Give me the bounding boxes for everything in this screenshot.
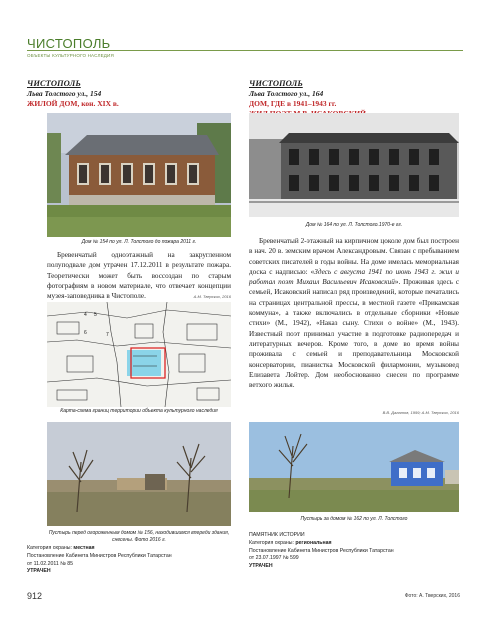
category-value: местная: [73, 545, 95, 551]
section-subtitle: ОБЪЕКТЫ КУЛЬТУРНОГО НАСЛЕДИЯ: [27, 53, 114, 58]
right-entry-description: [249, 236, 459, 390]
wooden-house-caption: Дом № 154 по ул. Л. Толстого до пожара 2011 г.: [81, 239, 197, 245]
monument-type: ПАМЯТНИК ИСТОРИИ: [249, 532, 305, 538]
map-label: 7: [106, 332, 109, 338]
category-value: региональная: [295, 539, 332, 546]
photo-credit: Фото: А. Тверских, 2016: [404, 593, 460, 599]
map-label: 4: [84, 312, 87, 318]
left-entry-description: Бревенчатый одноэтажный на закругленном полуподвале дом утрачен 17.12.2011 в результате пожара. Теоретически может быть воссоздан по старым фотографиям в новом материале, что отвечает концепции музея-заповедника в Чистополе.: [47, 251, 231, 301]
category-label: Категория охраны:: [249, 539, 294, 546]
wooden-house-photo: [47, 113, 231, 237]
category-label: Категория охраны:: [27, 545, 72, 551]
left-entry-city: ЧИСТОПОЛЬ: [27, 78, 81, 88]
historic-house-photo: [249, 113, 459, 217]
left-entry-name: ЖИЛОЙ ДОМ, кон. XIX в.: [27, 99, 119, 108]
decree-date: от 23.07.1997 № 599: [249, 555, 299, 562]
status-lost: УТРАЧЕН: [27, 568, 51, 575]
map-caption: Карта-схема границ территории объекта культурного наследия: [60, 408, 218, 414]
site-boundary-map: [47, 302, 231, 407]
left-entry-protection-info: [27, 545, 231, 576]
map-label: 5: [94, 312, 97, 318]
right-entry-name-line1: ДОМ, ГДЕ в 1941–1943 гг.: [249, 99, 337, 108]
section-title: ЧИСТОПОЛЬ: [27, 36, 111, 51]
header-divider: [27, 50, 463, 51]
memorial-plaque-text: Здесь с августа 1941 по июнь 1943 г. жил и работал поэт Михаил Васильевич Исаковский: [249, 267, 459, 287]
empty-lot-caption-right: Пустырь за домом № 162 по ул. Л. Толстого: [300, 516, 408, 522]
page-number: 912: [27, 591, 43, 601]
left-entry-author: А.М. Тверских, 2016: [193, 294, 231, 299]
empty-lot-caption-left: Пустырь перед огороженным домом № 156, находившимся впереди здания, снесены. Фото 2016 г.: [48, 530, 230, 543]
decree-line: Постановление Кабинета Министров Республики Татарстан: [249, 547, 394, 554]
empty-lot-photo-left: [47, 422, 231, 526]
status-lost: УТРАЧЕН: [249, 563, 273, 570]
decree-date: от 11.02.2011 № 85: [27, 560, 73, 567]
decree-line: Постановление Кабинета Министров Республики Татарстан: [27, 552, 172, 559]
description-text: Бревенчатый 2-этажный на кирпичном цоколе дом был построен в нач. 20 в. земским врачом Александровым. Связан с пребыванием советских писателей в годы войны. На доме имелась мемориальная доска с надписью: «: [249, 237, 459, 276]
right-entry-city: ЧИСТОПОЛЬ: [249, 78, 303, 88]
description-text: ». Проживая здесь с семьей, Исаковский написал ряд произведений, которые печатались на страницах центральной прессы, в местной газете «Прикамская коммуна», а также включались в отдельные сборники «Новые стихи» (М., 1942), «Наказ сыну. Стихи о войне» (М., 1943). Известный поэт принимал участие в подготовке радиопередач и литературных вечеров. Кроме того, в доме во время войны проживала с семьей и преподавательница Московской консерватории, пианистка Московской филармонии, музыковед Елизавета Лойтер. Дом необоснованно снесен по программе ветхого жилья.: [249, 278, 460, 390]
map-label: 6: [84, 330, 87, 336]
right-entry-protection-info: [249, 532, 459, 571]
left-entry-address: Льва Толстого ул., 154: [27, 89, 102, 98]
right-entry-address: Льва Толстого ул., 164: [249, 89, 324, 98]
empty-lot-photo-right: [249, 422, 459, 512]
historic-house-caption: Дом № 164 по ул. Л. Толстого.1970-е гг.: [305, 222, 403, 228]
right-entry-author: В.В. Далатов, 1999; А.М. Тверских, 2016: [382, 410, 459, 415]
